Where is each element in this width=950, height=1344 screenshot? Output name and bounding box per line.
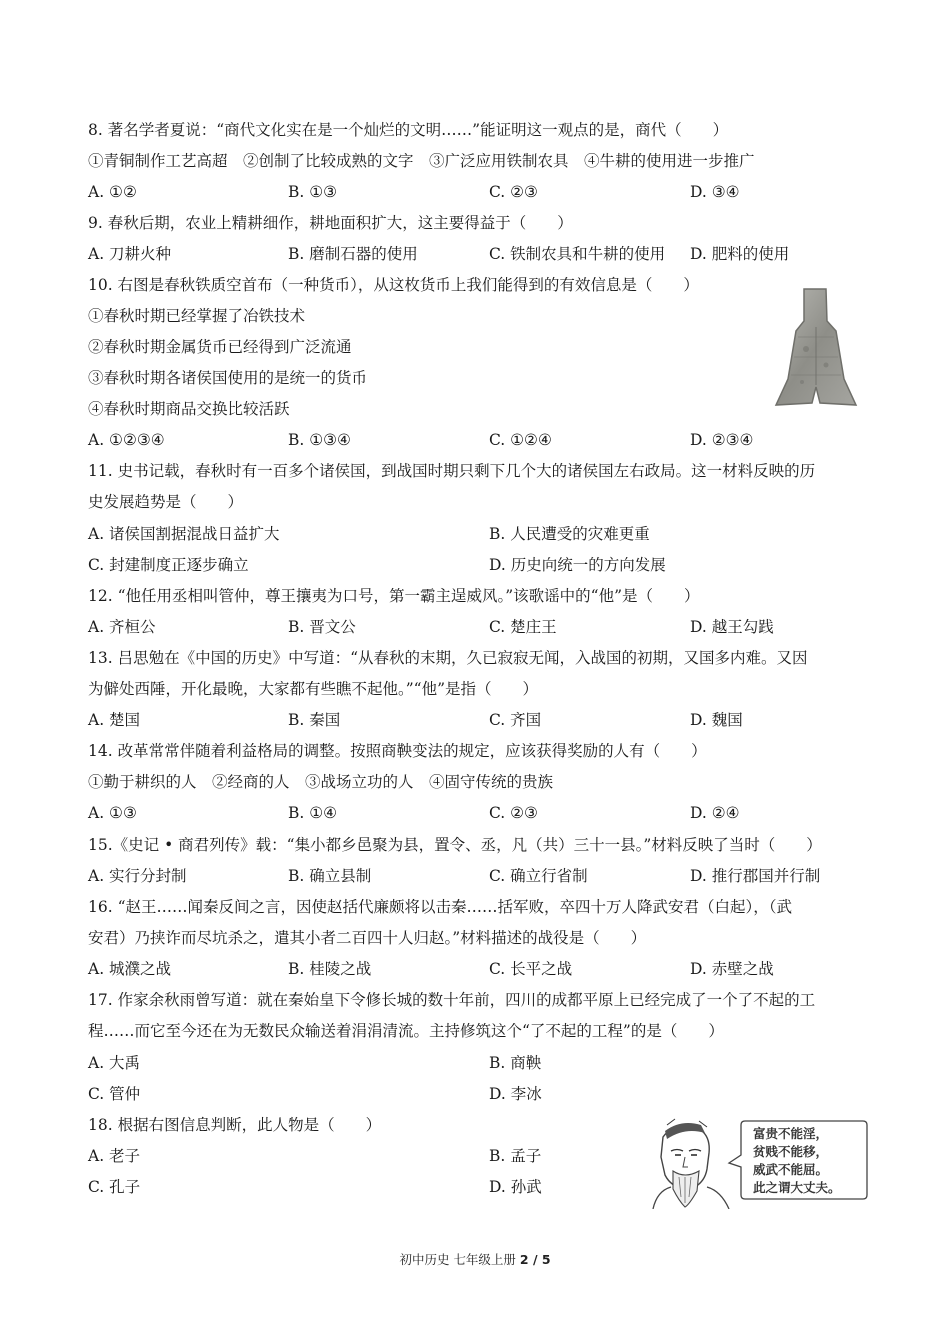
q18-option-c: C. 孔子 xyxy=(88,1178,141,1196)
q14-stem: 14. 改革常常伴随着利益格局的调整。按照商鞅变法的规定，应该获得奖励的人有（ ） xyxy=(88,742,707,760)
q9-option-d: D. 肥料的使用 xyxy=(690,245,790,263)
q15-option-b: B. 确立县制 xyxy=(288,867,372,885)
q12-option-d: D. 越王勾践 xyxy=(690,618,774,636)
spade-coin-image xyxy=(768,287,864,409)
q8-option-d: D. ③④ xyxy=(690,183,740,201)
q17-option-a: A. 大禹 xyxy=(88,1054,141,1072)
q13-option-c: C. 齐国 xyxy=(489,711,542,729)
q15-option-a: A. 实行分封制 xyxy=(88,867,187,885)
q16-option-c: C. 长平之战 xyxy=(489,960,573,978)
footer-text: 初中历史 七年级上册 xyxy=(399,1252,520,1267)
q12-option-b: B. 晋文公 xyxy=(288,618,356,636)
q13-option-b: B. 秦国 xyxy=(288,711,341,729)
q10-item-1: ①春秋时期已经掌握了冶铁技术 xyxy=(88,307,306,325)
q13-stem-line1: 13. 吕思勉在《中国的历史》中写道：“从春秋的末期，久已寂寂无闻，入战国的初期，又国多内难。又因 xyxy=(88,649,808,667)
q9-option-a: A. 刀耕火种 xyxy=(88,245,172,263)
q10-stem: 10. 右图是春秋铁质空首布（一种货币），从这枚货币上我们能得到的有效信息是（ ） xyxy=(88,276,699,294)
bubble-line-1: 富贵不能淫， xyxy=(753,1126,829,1141)
q10-item-2: ②春秋时期金属货币已经得到广泛流通 xyxy=(88,338,352,356)
q17-stem-line2: 程……而它至今还在为无数民众输送着涓涓清流。主持修筑这个“了不起的工程”的是（ ） xyxy=(88,1022,724,1040)
q18-stem: 18. 根据右图信息判断，此人物是（ ） xyxy=(88,1116,382,1134)
q8-stem: 8. 著名学者夏说：“商代文化实在是一个灿烂的文明……”能证明这一观点的是，商代（ ） xyxy=(88,121,729,139)
q13-option-d: D. 魏国 xyxy=(690,711,743,729)
q15-option-c: C. 确立行省制 xyxy=(489,867,588,885)
bubble-line-2: 贫贱不能移， xyxy=(753,1144,829,1159)
q18-option-d: D. 孙武 xyxy=(489,1178,542,1196)
q17-option-d: D. 李冰 xyxy=(489,1085,542,1103)
q11-option-b: B. 人民遭受的灾难更重 xyxy=(489,525,650,543)
q12-option-a: A. 齐桓公 xyxy=(88,618,156,636)
q12-stem: 12. “他任用丞相叫管仲，尊王攘夷为口号，第一霸主逞威风。”该歌谣中的“他”是（ ） xyxy=(88,587,700,605)
q10-option-d: D. ②③④ xyxy=(690,431,754,449)
q8-option-a: A. ①② xyxy=(88,183,137,201)
q18-option-a: A. 老子 xyxy=(88,1147,141,1165)
q12-option-c: C. 楚庄王 xyxy=(489,618,557,636)
page-number: 2 / 5 xyxy=(519,1252,551,1267)
q17-option-b: B. 商鞅 xyxy=(489,1054,542,1072)
q11-option-a: A. 诸侯国割据混战日益扩大 xyxy=(88,525,280,543)
q11-option-d: D. 历史向统一的方向发展 xyxy=(489,556,666,574)
q9-option-c: C. 铁制农具和牛耕的使用 xyxy=(489,245,666,263)
q14-option-c: C. ②③ xyxy=(489,804,538,822)
q10-option-a: A. ①②③④ xyxy=(88,431,165,449)
q14-option-b: B. ①④ xyxy=(288,804,338,822)
q10-item-3: ③春秋时期各诸侯国使用的是统一的货币 xyxy=(88,369,368,387)
q16-stem-line2: 安君）乃挟诈而尽坑杀之，遣其小者二百四十人归赵。”材料描述的战役是（ ） xyxy=(88,929,647,947)
q14-option-d: D. ②④ xyxy=(690,804,740,822)
q8-option-c: C. ②③ xyxy=(489,183,538,201)
q11-stem-line2: 史发展趋势是（ ） xyxy=(88,493,244,511)
q17-stem-line1: 17. 作家余秋雨曾写道：就在秦始皇下令修长城的数十年前，四川的成都平原上已经完成了一个了不起的工 xyxy=(88,991,816,1009)
q14-items: ①勤于耕织的人 ②经商的人 ③战场立功的人 ④固守传统的贵族 xyxy=(88,773,554,791)
q16-option-a: A. 城濮之战 xyxy=(88,960,172,978)
q10-item-4: ④春秋时期商品交换比较活跃 xyxy=(88,400,290,418)
q9-option-b: B. 磨制石器的使用 xyxy=(288,245,418,263)
q15-option-d: D. 推行郡国并行制 xyxy=(690,867,821,885)
q10-option-b: B. ①③④ xyxy=(288,431,351,449)
q16-option-b: B. 桂陵之战 xyxy=(288,960,372,978)
bubble-line-4: 此之谓大丈夫。 xyxy=(753,1180,841,1195)
q16-stem-line1: 16. “赵王……闻秦反间之言，因使赵括代廉颇将以击秦……括军败，卒四十万人降武安君（白起），（武 xyxy=(88,898,793,916)
q18-option-b: B. 孟子 xyxy=(489,1147,542,1165)
q13-option-a: A. 楚国 xyxy=(88,711,141,729)
q8-option-b: B. ①③ xyxy=(288,183,338,201)
bubble-line-3: 威武不能屈。 xyxy=(753,1162,829,1177)
q16-option-d: D. 赤壁之战 xyxy=(690,960,774,978)
page-footer xyxy=(0,1250,950,1268)
q11-stem-line1: 11. 史书记载，春秋时有一百多个诸侯国，到战国时期只剩下几个大的诸侯国左右政局。这一材料反映的历 xyxy=(88,462,816,480)
q8-items: ①青铜制作工艺高超 ②创制了比较成熟的文字 ③广泛应用铁制农具 ④牛耕的使用进一步推广 xyxy=(88,152,755,170)
q14-option-a: A. ①③ xyxy=(88,804,137,822)
q15-stem: 15.《史记 • 商君列传》载：“集小都乡邑聚为县，置令、丞，凡（共）三十一县。”材料反映了当时（ ） xyxy=(88,836,822,854)
q13-stem-line2: 为僻处西陲，开化最晚，大家都有些瞧不起他。”“他”是指（ ） xyxy=(88,680,539,698)
q10-option-c: C. ①②④ xyxy=(489,431,552,449)
q11-option-c: C. 封建制度正逐步确立 xyxy=(88,556,249,574)
sage-illustration xyxy=(645,1117,870,1209)
q17-option-c: C. 管仲 xyxy=(88,1085,141,1103)
q9-stem: 9. 春秋后期，农业上精耕细作，耕地面积扩大，这主要得益于（ ） xyxy=(88,214,573,232)
